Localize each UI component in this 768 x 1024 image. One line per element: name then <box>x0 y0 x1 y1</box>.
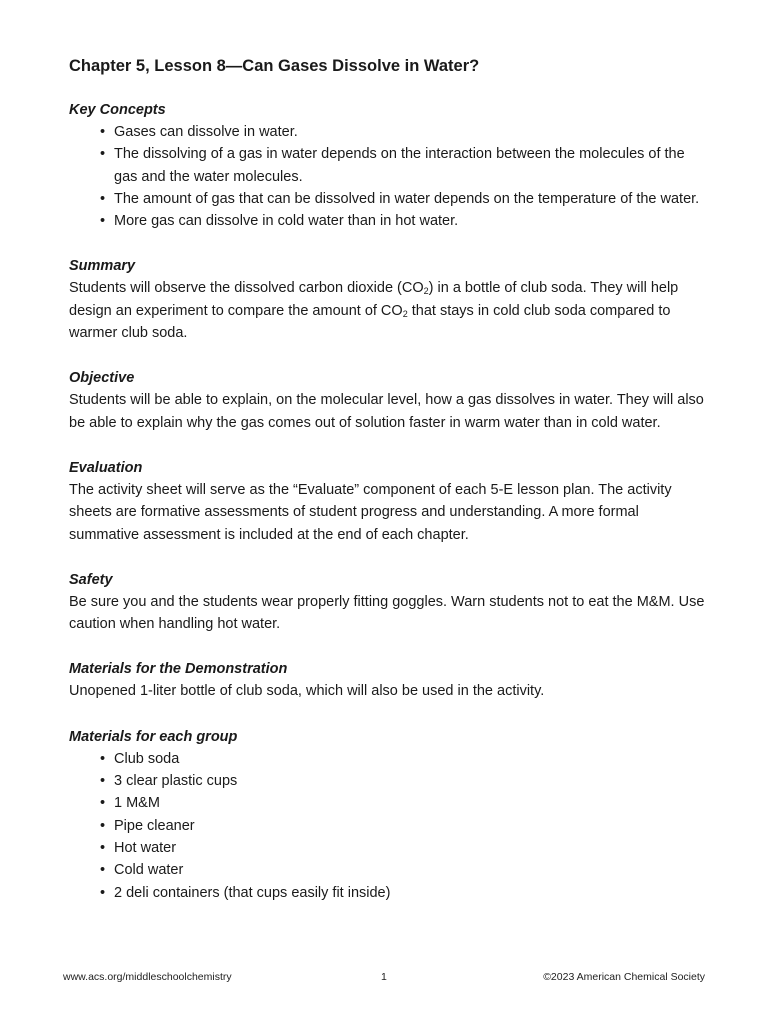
materials-demo-section <box>69 658 709 702</box>
objective-section <box>69 367 709 434</box>
page-number: 1 <box>381 971 387 983</box>
list-item: • The dissolving of a gas in water depends on the interaction between the molecules of the gas and the water molecules. <box>114 143 709 188</box>
footer-url-link[interactable]: www.acs.org/middleschoolchemistry <box>63 971 232 983</box>
summary-text-part: that stays in cold club soda compared to warmer club soda. <box>69 302 671 342</box>
evaluation-heading: Evaluation <box>69 459 143 476</box>
objective-heading: Objective <box>69 370 135 387</box>
subscript: 2 <box>423 286 429 297</box>
safety-heading: Safety <box>69 571 113 588</box>
materials-group-heading: Materials for each group <box>69 728 238 745</box>
safety-section <box>69 569 709 636</box>
list-item: • 1 M&M <box>114 792 709 814</box>
list-item: • 2 deli containers (that cups easily fit inside) <box>114 882 709 904</box>
evaluation-section <box>69 457 709 546</box>
materials-demo-text: Unopened 1-liter bottle of club soda, which will also be used in the activity. <box>69 683 545 700</box>
list-item: • Cold water <box>114 859 709 881</box>
key-concepts-section <box>69 99 709 232</box>
summary-heading: Summary <box>69 258 136 275</box>
objective-text: Students will be able to explain, on the molecular level, how a gas dissolves in water. They will also be able to explain why the gas comes out of solution faster in warm water than in cold water. <box>69 392 704 431</box>
materials-group-section <box>69 726 709 904</box>
summary-text-part: ) in a bottle of club soda. They will help design an experiment to compare the amount of CO <box>69 280 679 319</box>
materials-demo-heading: Materials for the Demonstration <box>69 661 288 678</box>
evaluation-text: The activity sheet will serve as the “Evaluate” component of each 5-E lesson plan. The activity sheets are formative assessments of student progress and understanding. A more formal summative assessment is included at the end of each chapter. <box>69 481 672 543</box>
list-item: • The amount of gas that can be dissolved in water depends on the temperature of the water. <box>114 188 709 210</box>
materials-group-list <box>69 748 709 904</box>
summary-text <box>69 277 709 344</box>
key-concepts-heading: Key Concepts <box>69 102 166 118</box>
list-item: • More gas can dissolve in cold water than in hot water. <box>114 210 709 232</box>
document-page <box>69 54 709 927</box>
list-item: • Pipe cleaner <box>114 815 709 837</box>
copyright: ©2023 American Chemical Society <box>543 971 705 983</box>
summary-text-part: Students will observe the dissolved carbon dioxide (CO <box>69 280 424 297</box>
safety-text: Be sure you and the students wear properly fitting goggles. Warn students not to eat the M&M. Use caution when handling hot water. <box>69 593 705 633</box>
subscript: 2 <box>402 308 408 319</box>
list-item: • 3 clear plastic cups <box>114 770 709 792</box>
summary-section <box>69 255 709 344</box>
list-item: • Hot water <box>114 837 709 859</box>
list-item: • Club soda <box>114 748 709 770</box>
key-concepts-list <box>69 121 709 232</box>
page-title: Chapter 5, Lesson 8—Can Gases Dissolve in Water? <box>69 57 480 75</box>
list-item: • Gases can dissolve in water. <box>114 121 709 143</box>
